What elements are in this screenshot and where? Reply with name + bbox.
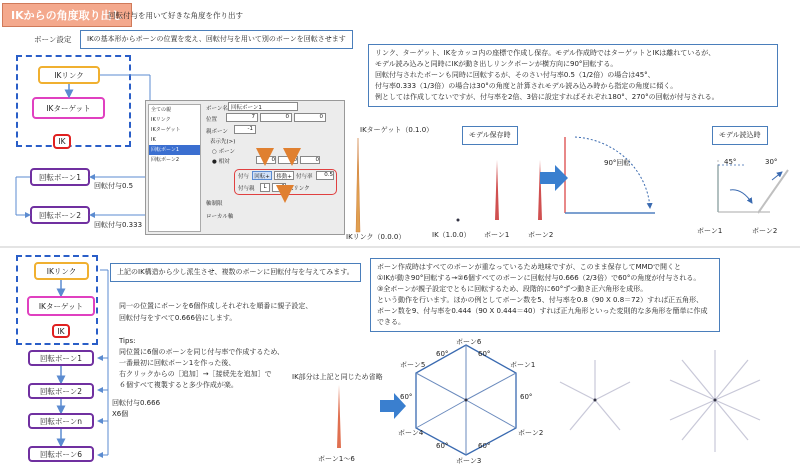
bone-name-label: ボーン名 — [206, 106, 228, 112]
angle-label: 60° — [436, 350, 449, 358]
bottom-count-label: X6個 — [112, 410, 129, 418]
tree-item[interactable]: 回転ボーン2 — [151, 157, 180, 163]
tips-line: 一番最初に回転ボーン1を作った後、 — [119, 359, 236, 367]
info-line: ①IKが動き90°回転する→②6個すべてのボーンに回転付与0.666（2/3倍）で60°の角度が付与される。 — [377, 274, 701, 282]
desc2-line: 回転付与をすべて0.666倍にします。 — [119, 314, 237, 322]
page-title: IKからの角度取り出し — [2, 3, 132, 27]
info-line: 付与率0.333（1/3倍）の場合は30°の角度と計算されモデル読み込み時から指定の角度に傾く。 — [375, 82, 678, 90]
angle-label: 60° — [478, 442, 491, 450]
grant-parent-input[interactable]: 1 — [272, 183, 286, 192]
parent-label: 親ボーン — [206, 129, 228, 135]
star-shape-1 — [560, 360, 630, 430]
load-bone2-label: ボーン2 — [752, 227, 778, 235]
bottom-grant-label: 回転付与0.666 — [112, 399, 161, 407]
pos-x-input[interactable]: 7 — [226, 113, 258, 122]
node-bottom-bone-6: 回転ボーン6 — [28, 446, 94, 462]
node-bottom-bone-1: 回転ボーン1 — [28, 350, 94, 366]
hex-label-bone6: ボーン6 — [456, 338, 482, 346]
node-ik: IK — [53, 134, 71, 149]
bone-stack-shape — [337, 385, 341, 448]
tree-item[interactable]: IK — [151, 137, 156, 143]
tree-item[interactable]: IKリンク — [151, 117, 171, 123]
node-ik-target: IKターゲット — [32, 97, 105, 119]
display-label: 表示先(>) — [210, 139, 236, 145]
bone-radio-label: ボーン — [218, 149, 235, 155]
hex-label-bone2: ボーン2 — [518, 429, 544, 437]
info-line: という動作を行います。ほかの例としてボーン数を5、付与率を0.8（90 X 0.8＝72）すれば正五角形、 — [377, 296, 704, 304]
hex-label-bone1: ボーン1 — [510, 361, 536, 369]
load-bone1-label: ボーン1 — [697, 227, 723, 235]
info-line: モデル読み込みと同時にIKが動き出しリンクボーンが横方向に90°回転する。 — [375, 60, 618, 68]
offset-radio-label: 相対 — [218, 159, 230, 165]
ik-link-label: IKリンク（0.0.0） — [346, 233, 406, 241]
tips-line: Tips: — [119, 337, 136, 345]
parent-input[interactable]: -1 — [234, 125, 256, 134]
offset-z-input[interactable]: 0 — [300, 156, 320, 164]
grant-label-2: 回転付与0.333 — [94, 221, 143, 229]
node-ik-2: IK — [52, 324, 70, 338]
ik-coord-label: IK（1.0.0） — [432, 231, 471, 239]
node-ik-target-2: IKターゲット — [27, 296, 95, 316]
top-description: IKの基本形からボーンの位置を変え、回転付与を用いて別のボーンを回転させます — [80, 30, 353, 49]
model-save-badge: モデル保存時 — [462, 126, 518, 145]
node-ik-link: IKリンク — [38, 66, 100, 84]
bone1-label: ボーン1 — [484, 231, 510, 239]
tree-item[interactable]: 全ての親 — [151, 107, 172, 113]
node-bottom-bone-2: 回転ボーン2 — [28, 383, 94, 399]
grant-label-1: 回転付与0.5 — [94, 182, 134, 190]
grant-parent-button[interactable]: L — [260, 183, 270, 192]
deg45-label: 45° — [724, 158, 737, 166]
rate-input[interactable]: 0.5 — [316, 171, 334, 180]
angle-label: 60° — [400, 393, 413, 401]
grant-parent-name: IKリンク — [288, 186, 310, 192]
rotate90-label: 90°回転 — [604, 159, 631, 167]
angle-label: 60° — [436, 442, 449, 450]
offset-radio[interactable]: ● 相対 — [212, 159, 230, 165]
tips-line: 同位置に6個のボーンを同じ付与率で作成するため、 — [119, 348, 285, 356]
tips-line: ６個すべて複製すると多少作成が楽。 — [119, 381, 238, 389]
grant-label: 付与 — [238, 174, 250, 180]
bone-radio[interactable]: ○ ボーン — [212, 149, 235, 155]
offset-y-input[interactable]: 0 — [278, 156, 298, 164]
desc2-line: 同一の位置にボーンを6個作成しそれぞれを順番に親子設定、 — [119, 302, 313, 310]
info-line: ボーン数を9、付与率を0.444（90 X 0.444＝40）すれば正九角形といった変則的な多角形を簡単に作成できる。 — [377, 307, 708, 326]
hex-label-bone4: ボーン4 — [398, 429, 424, 437]
page-subtitle: 回転付与を用いて好きな角度を作り出す — [108, 11, 243, 20]
rotate-grant-toggle[interactable]: 回転+ — [252, 171, 272, 180]
node-bottom-bone-n: 回転ボーンn — [28, 413, 94, 429]
info-line: ③全ボーンが親子設定でともに回転するため、段階的に60°ずつ動き正六角形を成形。 — [377, 285, 648, 293]
info-line: ボーン作成時はすべてのボーンが重なっているため地味ですが、このまま保存してMMDで開くと — [377, 263, 682, 271]
ik-target-label: IKターゲット（0.1.0） — [360, 126, 434, 134]
tree-item-selected[interactable]: 回転ボーン1 — [149, 145, 200, 155]
bottom-description: 上記のIK構造から少し派生させ、複数のボーンに回転付与を与えてみます。 — [110, 263, 361, 282]
bone2-label: ボーン2 — [528, 231, 554, 239]
node-rotate-bone-1: 回転ボーン1 — [30, 168, 90, 186]
ik-omit-label: IK部分は上記と同じため省略 — [292, 373, 383, 381]
rate-label: 付与率 — [296, 174, 313, 180]
pos-y-input[interactable]: 0 — [260, 113, 292, 122]
bone-name-input[interactable]: 回転ボーン1 — [228, 102, 298, 111]
offset-x-input[interactable]: 0 — [256, 156, 276, 164]
angle-label: 60° — [478, 350, 491, 358]
grant-parent-label: 付与親 — [238, 186, 255, 192]
tips-line: 右クリックからの［追加］→［接続先を追加］で — [119, 370, 272, 378]
bones-1-6-label: ボーン1〜6 — [318, 455, 355, 463]
info-line: 回転付与されたボーンも同時に回転するが、そのさい付与率0.5（1/2倍）の場合は45°、 — [375, 71, 655, 79]
model-load-badge: モデル読込時 — [712, 126, 768, 145]
axis-limit-label: 軸制限 — [206, 201, 223, 207]
tree-item[interactable]: IKターゲット — [151, 127, 181, 133]
info-line: リンク、ターゲット、IKをカッコ内の座標で作成し保存。モデル作成時ではターゲットとIKは離れているが、 — [375, 49, 716, 57]
node-ik-link-2: IKリンク — [34, 262, 89, 280]
pos-z-input[interactable]: 0 — [294, 113, 326, 122]
move-grant-toggle[interactable]: 移動+ — [274, 171, 294, 180]
deg30-label: 30° — [765, 158, 778, 166]
position-label: 位置 — [206, 117, 218, 123]
local-axis-label: ローカル軸 — [206, 214, 234, 220]
hex-label-bone3: ボーン3 — [456, 457, 482, 465]
bone-setting-label: ボーン設定 — [34, 35, 72, 44]
angle-label: 60° — [520, 393, 533, 401]
hex-label-bone5: ボーン5 — [400, 361, 426, 369]
info-line: 例としては作成してないですが、付与率を2倍、3倍に設定すればそれぞれ180°、270°の回転が付与される。 — [375, 93, 719, 101]
node-rotate-bone-2: 回転ボーン2 — [30, 206, 90, 224]
